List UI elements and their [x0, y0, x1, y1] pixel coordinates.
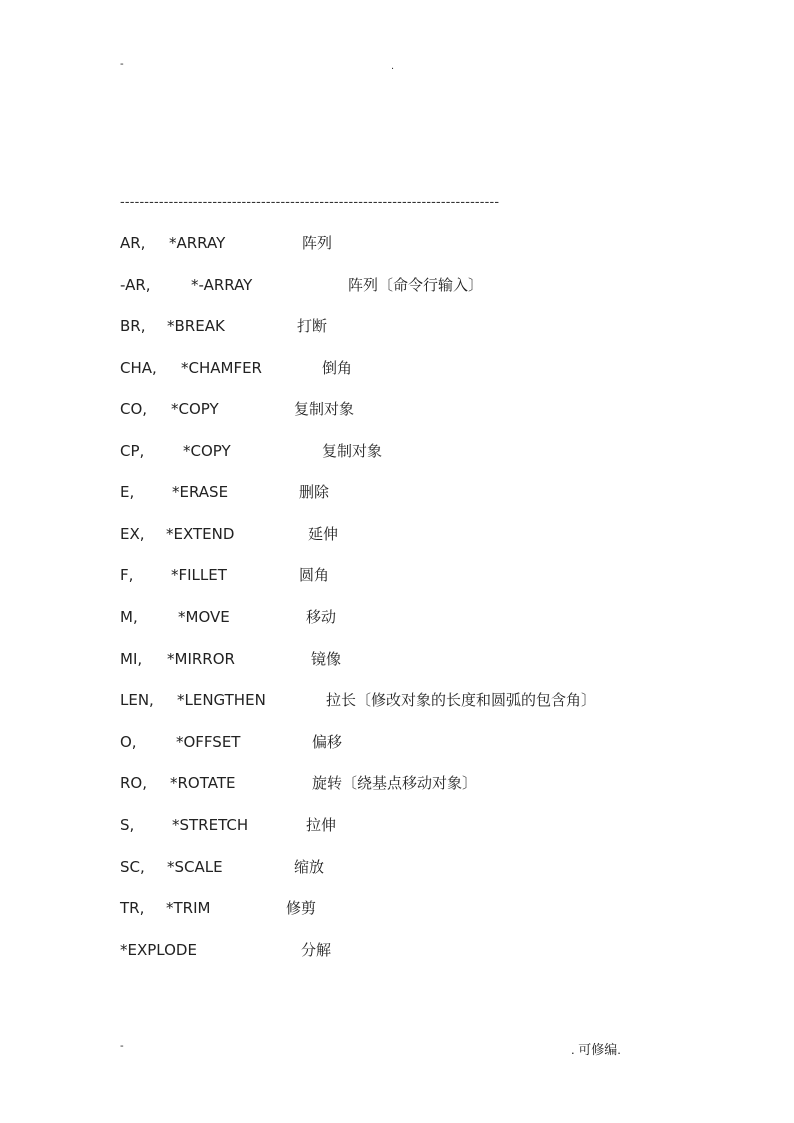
header-left-mark: - [120, 58, 124, 70]
command-description: 偏移 [312, 733, 343, 751]
command-row [0, 938, 794, 962]
command-name: *STRETCH [172, 816, 249, 834]
command-row [0, 273, 794, 297]
command-name: *OFFSET [176, 733, 241, 751]
command-description: 复制对象 [294, 400, 355, 418]
command-alias: F, [120, 566, 134, 584]
command-description: 复制对象 [322, 442, 383, 460]
command-name: *MOVE [178, 608, 230, 626]
command-row [0, 855, 794, 879]
command-row [0, 771, 794, 795]
command-row [0, 397, 794, 421]
command-alias: O, [120, 733, 137, 751]
command-row [0, 647, 794, 671]
command-description: 旋转〔绕基点移动对象〕 [312, 774, 478, 792]
command-description: 分解 [301, 941, 332, 959]
command-description: 移动 [306, 608, 337, 626]
command-name: *BREAK [167, 317, 225, 335]
command-alias: CP, [120, 442, 145, 460]
command-description: 拉伸 [306, 816, 337, 834]
command-name: *ARRAY [169, 234, 226, 252]
command-row [0, 522, 794, 546]
command-row [0, 605, 794, 629]
footer-left-mark: - [120, 1040, 124, 1052]
command-description: 圆角 [299, 566, 330, 584]
footer-editable-note: . 可修编. [571, 1042, 621, 1057]
command-description: 打断 [297, 317, 328, 335]
command-description: 拉长〔修改对象的长度和圆弧的包含角〕 [326, 691, 597, 709]
command-alias: E, [120, 483, 135, 501]
command-alias: AR, [120, 234, 146, 252]
command-name: *LENGTHEN [177, 691, 266, 709]
command-alias: MI, [120, 650, 143, 668]
command-name: *SCALE [167, 858, 223, 876]
command-name: *ERASE [172, 483, 229, 501]
command-name: *CHAMFER [181, 359, 262, 377]
command-row [0, 314, 794, 338]
command-description: 镜像 [311, 650, 342, 668]
command-alias: EX, [120, 525, 145, 543]
command-description: 删除 [299, 483, 330, 501]
command-alias: -AR, [120, 276, 151, 294]
header-right-mark: . [391, 60, 395, 72]
command-name: *EXTEND [166, 525, 235, 543]
command-name: *TRIM [166, 899, 211, 917]
command-name: *COPY [183, 442, 231, 460]
command-alias: RO, [120, 774, 147, 792]
command-row [0, 688, 794, 712]
command-description: 阵列〔命令行输入〕 [348, 276, 484, 294]
dashed-separator: ------------------------------------------------------------------------------ [120, 193, 500, 209]
command-row [0, 356, 794, 380]
command-alias: S, [120, 816, 135, 834]
command-description: 缩放 [294, 858, 325, 876]
command-description: 阵列 [302, 234, 333, 252]
command-alias: CHA, [120, 359, 157, 377]
command-row [0, 563, 794, 587]
command-alias: TR, [120, 899, 145, 917]
command-alias: SC, [120, 858, 145, 876]
command-alias: CO, [120, 400, 148, 418]
command-row [0, 439, 794, 463]
command-row [0, 896, 794, 920]
command-alias: M, [120, 608, 138, 626]
command-row [0, 813, 794, 837]
command-row [0, 730, 794, 754]
command-row [0, 480, 794, 504]
command-name: *ROTATE [170, 774, 236, 792]
command-description: 延伸 [308, 525, 339, 543]
command-name: *COPY [171, 400, 219, 418]
command-alias: BR, [120, 317, 146, 335]
command-alias: LEN, [120, 691, 154, 709]
command-name: *FILLET [171, 566, 227, 584]
command-name: *-ARRAY [191, 276, 253, 294]
command-description: 修剪 [286, 899, 317, 917]
command-description: 倒角 [322, 359, 353, 377]
command-row [0, 231, 794, 255]
command-name: *EXPLODE [120, 941, 197, 959]
command-name: *MIRROR [167, 650, 235, 668]
